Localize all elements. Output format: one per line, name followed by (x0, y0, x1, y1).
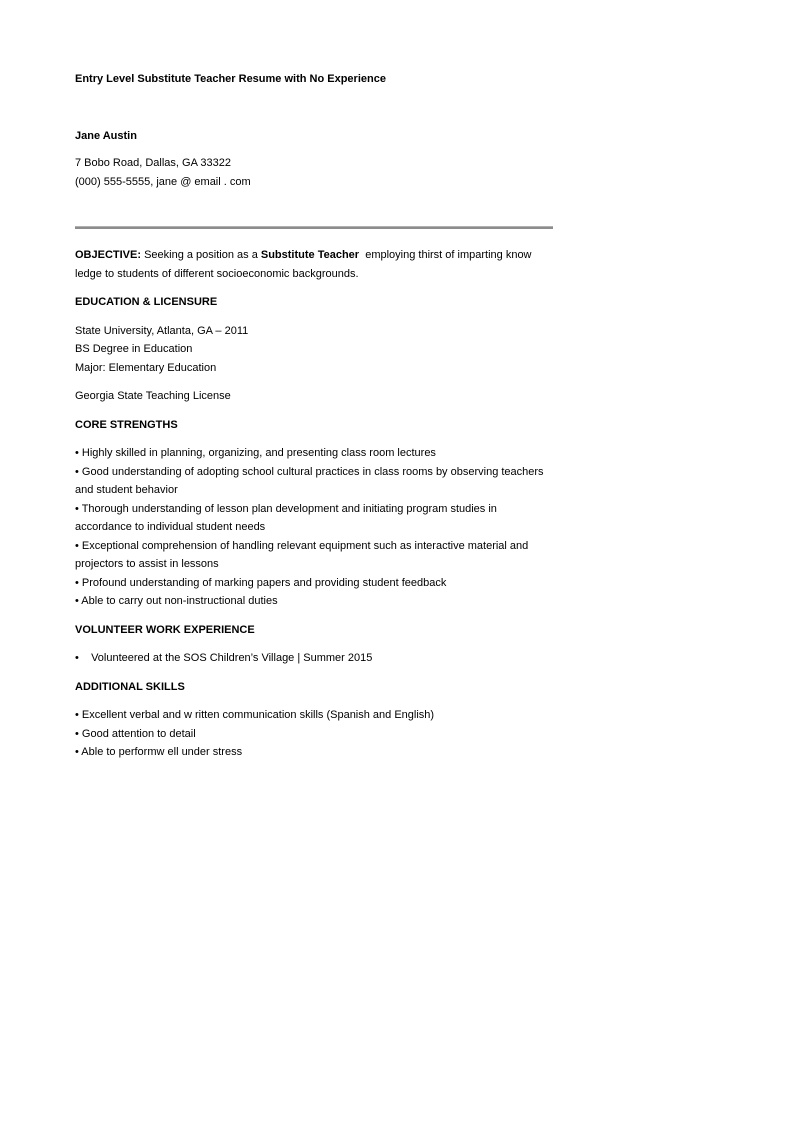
address-line: 7 Bobo Road, Dallas, GA 33322 (75, 157, 231, 169)
education-details (75, 322, 553, 378)
phone-email-line: (000) 555-5555, jane @ email . com (75, 175, 251, 188)
section-heading-additional-skills: ADDITIONAL SKILLS (75, 680, 185, 693)
section-heading-core-strengths: CORE STRENGTHS (75, 418, 178, 431)
bullet-item: • Excellent verbal and w ritten communication skills (Spanish and English) (75, 709, 435, 721)
section-heading-education: EDUCATION & LICENSURE (75, 296, 218, 308)
education-line: Major: Elementary Education (75, 361, 217, 374)
bullet-item: • Able to performw ell under stress (75, 746, 243, 758)
objective-paragraph (75, 246, 553, 283)
candidate-name: Jane Austin (75, 129, 137, 142)
bullet-item: • Good attention to detail (75, 727, 196, 740)
objective-role: Substitute Teacher (260, 249, 360, 261)
additional-skills-list (75, 706, 553, 762)
objective-lead-text: Seeking a position as a (141, 249, 261, 261)
objective-label: OBJECTIVE: (75, 249, 142, 261)
bullet-item: • Profound understanding of marking papers and providing student feedback (75, 576, 447, 589)
core-strengths-list (75, 444, 553, 611)
license-line: Georgia State Teaching License (75, 390, 231, 402)
education-line: State University, Atlanta, GA – 2011 (75, 324, 249, 337)
objective-tail-text: employing thirst of imparting know ledge to students of different socioeconomic backgrounds. (75, 249, 535, 280)
bullet-item: • Highly skilled in planning, organizing, and presenting class room lectures (75, 447, 436, 459)
contact-info (75, 154, 553, 191)
section-divider (75, 226, 553, 229)
section-heading-volunteer: VOLUNTEER WORK EXPERIENCE (75, 623, 255, 636)
education-line: BS Degree in Education (75, 343, 193, 355)
bullet-item: • Thorough understanding of lesson plan development and initiating program studies in accordance to individual student needs (75, 502, 500, 533)
bullet-item: • Good understanding of adopting school cultural practices in class rooms by observing teachers and student behavior (75, 465, 547, 496)
bullet-item: • Able to carry out non-instructional duties (75, 595, 278, 607)
document-title: Entry Level Substitute Teacher Resume with No Experience (75, 73, 386, 85)
bullet-item: • Exceptional comprehension of handling relevant equipment such as interactive material and projectors to assist in lessons (75, 539, 532, 570)
volunteer-item: • Volunteered at the SOS Children’s Village | Summer 2015 (75, 652, 373, 664)
